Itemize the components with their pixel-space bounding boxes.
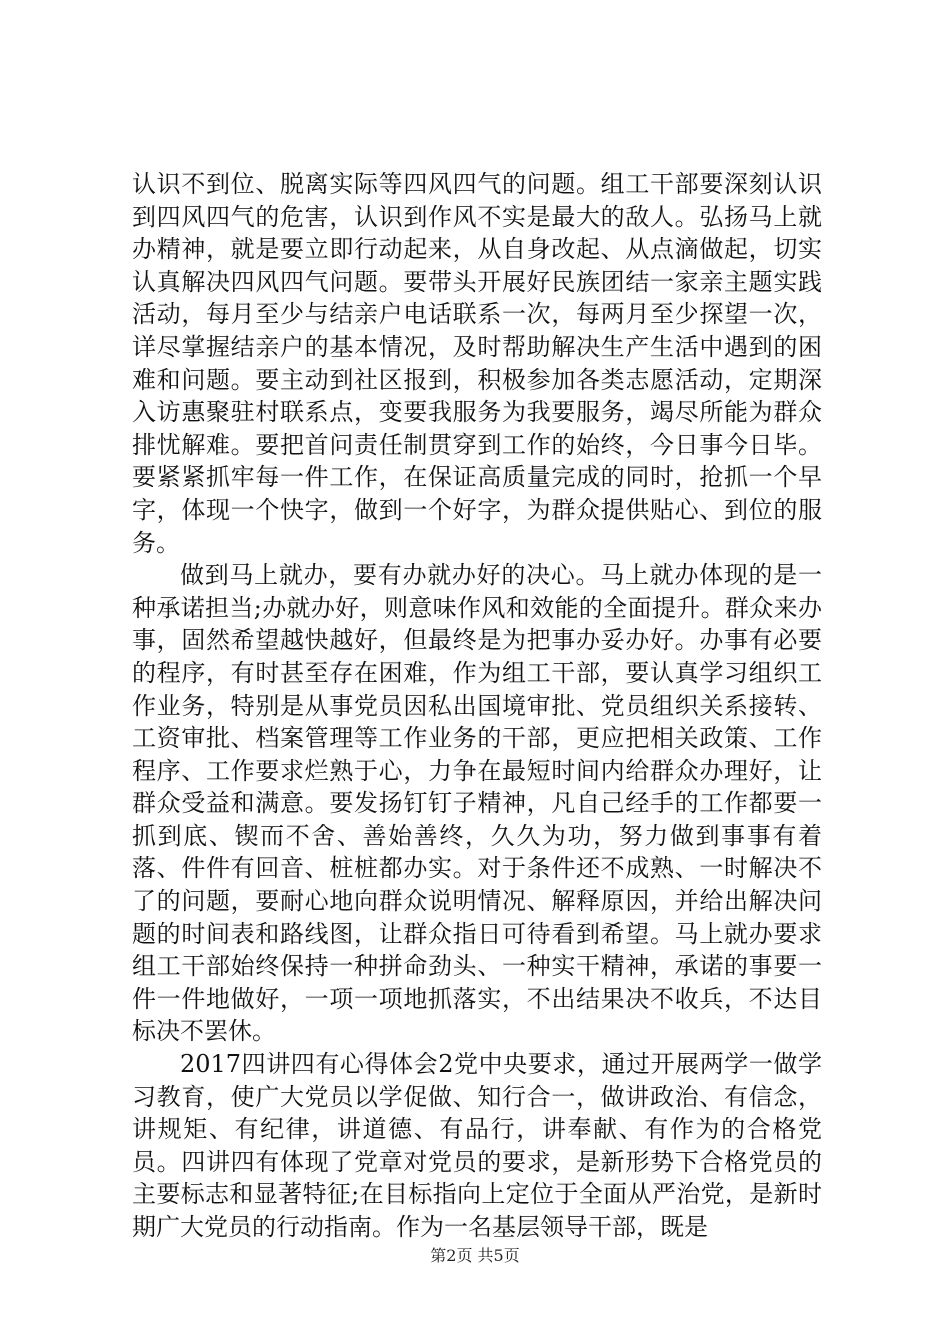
paragraph-3: 2017四讲四有心得体会2党中央要求，通过开展两学一做学习教育，使广大党员以学促做、知行合一，做讲政治、有信念，讲规矩、有纪律，讲道德、有品行，讲奉献、有作为的合格党员。四讲四有体现了党章对党员的要求，是新形势下合格党员的主要标志和显著特征;在目标指向上定位于全面从严治党，是新时期广大党员的行动指南。作为一名基层领导干部，既是 [132,1050,822,1241]
page-number-footer: 第2页 共5页 [430,1246,520,1265]
paragraph-2: 做到马上就办，要有办就办好的决心。马上就办体现的是一种承诺担当;办就办好，则意味作风和效能的全面提升。群众来办事，固然希望越快越好，但最终是为把事办妥办好。办事有必要的程序，有时甚至存在困难，作为组工干部，要认真学习组织工作业务，特别是从事党员因私出国境审批、党员组织关系接转、工资审批、档案管理等工作业务的干部，更应把相关政策、工作程序、工作要求烂熟于心，力争在最短时间内给群众办理好，让群众受益和满意。要发扬钉钉子精神，凡自己经手的工作都要一抓到底、锲而不舍、善始善终，久久为功，努力做到事事有着落、件件有回音、桩桩都办实。对于条件还不成熟、一时解决不了的问题，要耐心地向群众说明情况、解释原因，并给出解决问题的时间表和路线图，让群众指日可待看到希望。马上就办要求组工干部始终保持一种拼命劲头、一种实干精神，承诺的事要一件一件地做好，一项一项地抓落实，不出结果决不收兵，不达目标决不罢休。 [132,561,822,1046]
paragraph-1: 认识不到位、脱离实际等四风四气的问题。组工干部要深刻认识到四风四气的危害，认识到作风不实是最大的敌人。弘扬马上就办精神，就是要立即行动起来，从自身改起、从点滴做起，切实认真解决四风四气问题。要带头开展好民族团结一家亲主题实践活动，每月至少与结亲户电话联系一次，每两月至少探望一次，详尽掌握结亲户的基本情况，及时帮助解决生产生活中遇到的困难和问题。要主动到社区报到，积极参加各类志愿活动，定期深入访惠聚驻村联系点，变要我服务为我要服务，竭尽所能为群众排忧解难。要把首问责任制贯穿到工作的始终，今日事今日毕。要紧紧抓牢每一件工作，在保证高质量完成的同时，抢抓一个早字，体现一个快字，做到一个好字，为群众提供贴心、到位的服务。 [132,170,822,557]
body-text [132,168,822,1244]
